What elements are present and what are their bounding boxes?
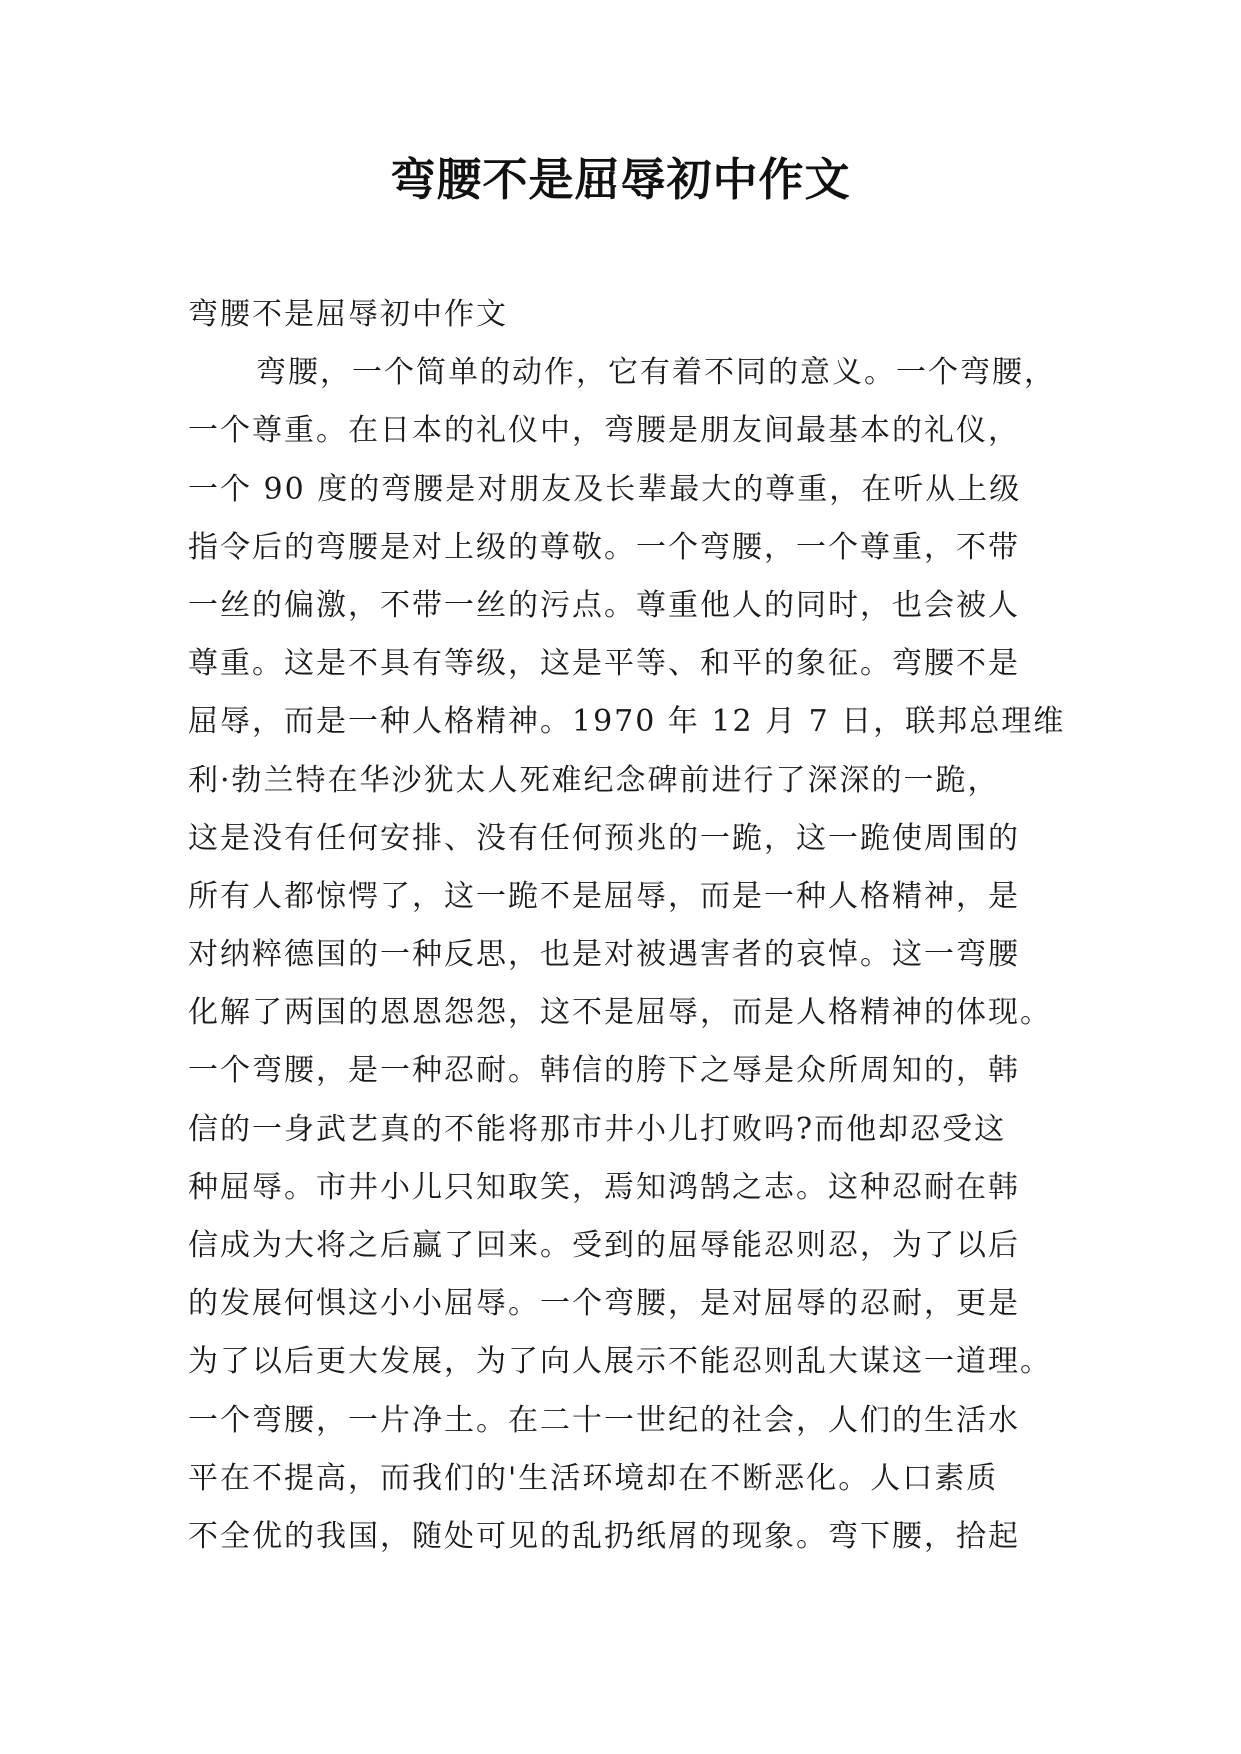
body-line: 种屈辱。市井小儿只知取笑，焉知鸿鹄之志。这种忍耐在韩 [188, 1169, 1020, 1205]
body-line: 的发展何惧这小小屈辱。一个弯腰，是对屈辱的忍耐，更是 [188, 1286, 1020, 1322]
body-line: 这是没有任何安排、没有任何预兆的一跪，这一跪使周围的 [188, 820, 1020, 856]
body-line: 信成为大将之后赢了回来。受到的屈辱能忍则忍，为了以后 [188, 1228, 1020, 1263]
body-line: 指令后的弯腰是对上级的尊敬。一个弯腰，一个尊重，不带 [188, 529, 1020, 565]
body-line: 屈辱，而是一种人格精神。1970 年 12 月 7 日，联邦总理维 [188, 704, 1066, 740]
body-line: 对纳粹德国的一种反思，也是对被遇害者的哀悼。这一弯腰 [188, 937, 1020, 973]
document-title: 弯腰不是屈辱初中作文 [390, 153, 851, 206]
body-line: 弯腰，一个简单的动作，它有着不同的意义。一个弯腰， [256, 355, 1056, 391]
body-line: 为了以后更大发展，为了向人展示不能忍则乱大谋这一道理。 [188, 1344, 1052, 1380]
document-body [188, 286, 1068, 1566]
body-line: 一个尊重。在日本的礼仪中，弯腰是朋友间最基本的礼仪， [188, 413, 1020, 449]
body-line: 化解了两国的恩恩怨怨，这不是屈辱，而是人格精神的体现。 [188, 995, 1052, 1031]
body-line: 一个弯腰，一片净土。在二十一世纪的社会，人们的生活水 [188, 1402, 1020, 1438]
body-line: 一个 90 度的弯腰是对朋友及长辈最大的尊重，在听从上级 [188, 471, 1022, 507]
body-line: 一个弯腰，是一种忍耐。韩信的胯下之辱是众所周知的，韩 [188, 1053, 1020, 1089]
body-line: 不全优的我国，随处可见的乱扔纸屑的现象。弯下腰，拾起 [188, 1518, 1020, 1554]
body-line: 所有人都惊愕了，这一跪不是屈辱，而是一种人格精神，是 [188, 878, 1020, 914]
body-line: 信的一身武艺真的不能将那市井小儿打败吗?而他却忍受这 [188, 1111, 1007, 1147]
body-line: 尊重。这是不具有等级，这是平等、和平的象征。弯腰不是 [188, 646, 1020, 682]
body-line: 平在不提高，而我们的'生活环境却在不断恶化。人口素质 [188, 1460, 999, 1496]
body-line: 一丝的偏激，不带一丝的污点。尊重他人的同时，也会被人 [188, 587, 1020, 623]
body-line: 利·勃兰特在华沙犹太人死难纪念碑前进行了深深的一跪， [188, 762, 1000, 798]
document-subtitle: 弯腰不是屈辱初中作文 [188, 297, 508, 332]
